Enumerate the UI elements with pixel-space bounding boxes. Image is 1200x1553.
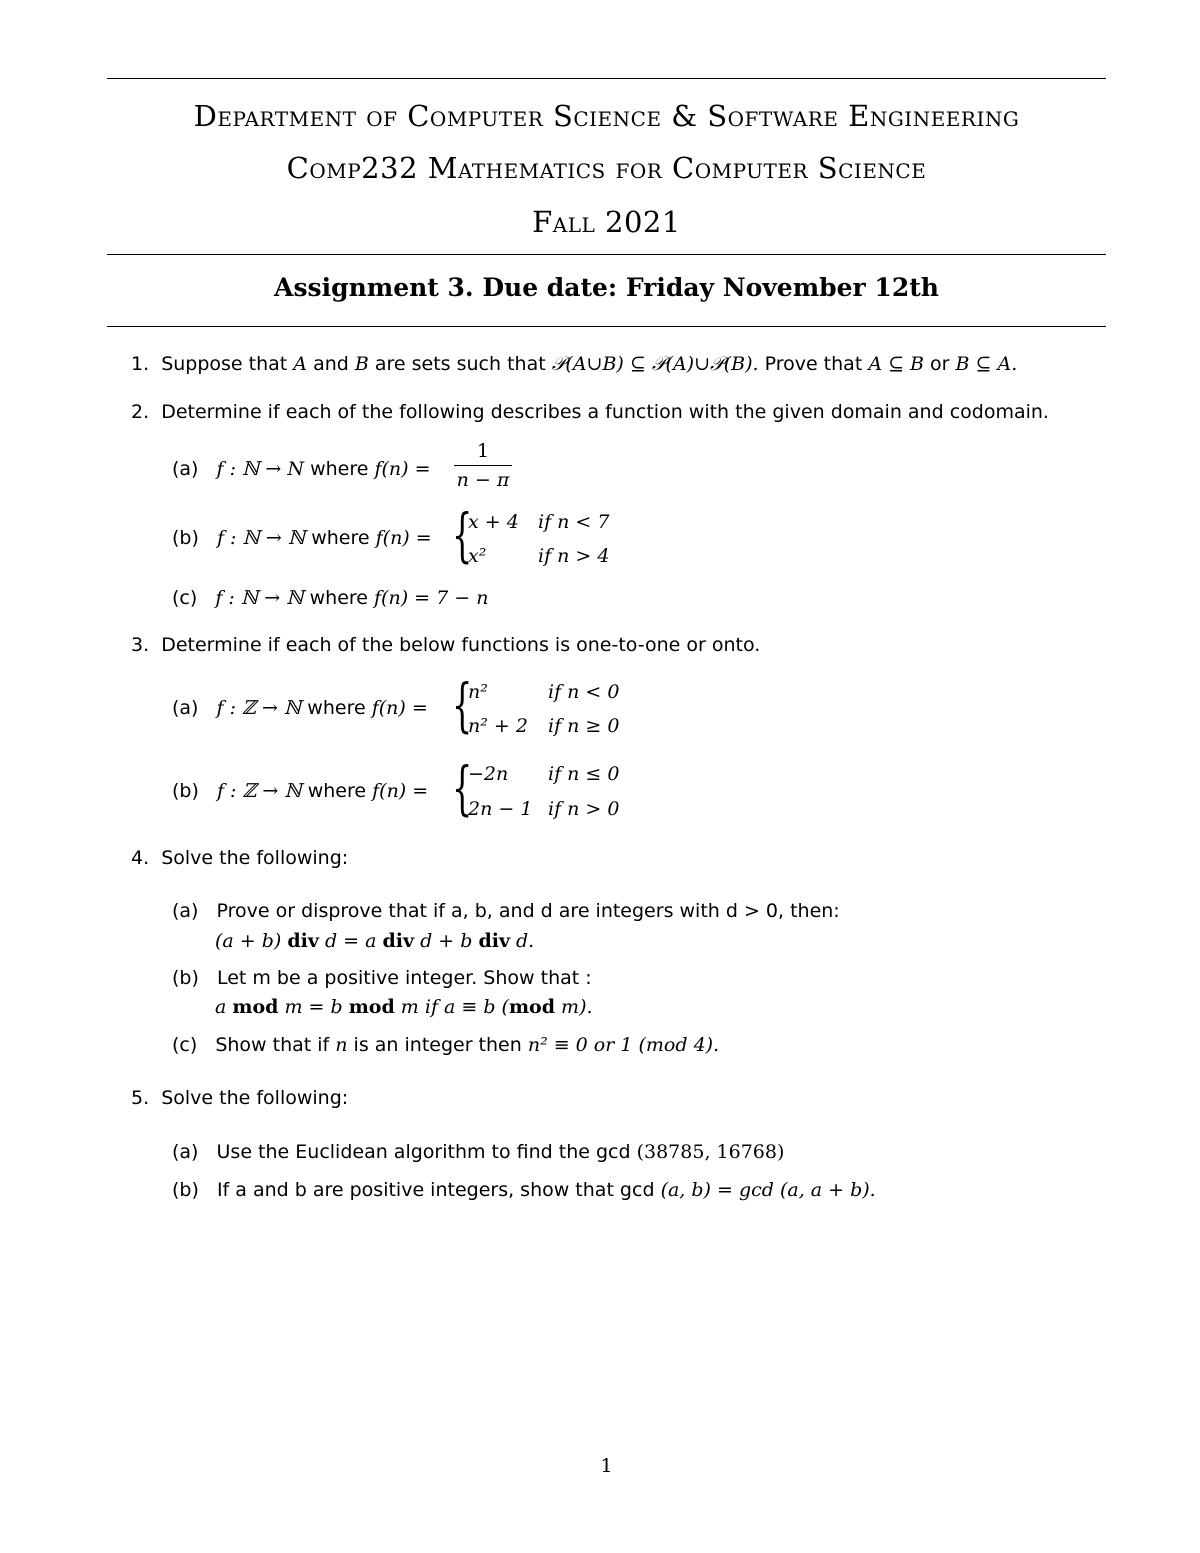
question-1: 1. Suppose that A and B are sets such that 𝒫(A∪B) ⊆ 𝒫(A)∪𝒫(B). Prove that A ⊆ B or B ⊆ A. xyxy=(131,353,1018,375)
question-2b: (b) f : ℕ → ℕ where f(n) = xyxy=(172,527,432,549)
case-expression: x² xyxy=(468,545,487,567)
question-4a-expression: (a + b) div d = a div d + b div d. xyxy=(215,930,535,952)
question-5b: (b) If a and b are positive integers, show that gcd (a, b) = gcd (a, a + b). xyxy=(172,1179,876,1201)
part-label: (c) xyxy=(172,587,198,609)
case-expression: x + 4 xyxy=(468,511,519,533)
question-4c: (c) Show that if n is an integer then n² ≡ 0 or 1 (mod 4). xyxy=(172,1034,720,1056)
part-label: (a) xyxy=(172,697,199,719)
case-condition: if n < 7 xyxy=(538,511,610,533)
question-number: 1. xyxy=(131,353,150,375)
case-expression: n² + 2 xyxy=(468,715,528,737)
question-number: 2. xyxy=(131,401,150,423)
title-rule xyxy=(107,326,1106,327)
question-number: 4. xyxy=(131,847,150,869)
department-heading: Department of Computer Science & Software Engineering xyxy=(193,99,1020,133)
question-2c: (c) f : ℕ → ℕ where f(n) = 7 − n xyxy=(172,587,489,609)
top-rule xyxy=(107,78,1106,79)
course-heading: Comp232 Mathematics for Computer Science xyxy=(286,151,927,185)
assignment-title: Assignment 3. Due date: Friday November 12th xyxy=(274,273,939,302)
page-number: 1 xyxy=(600,1455,613,1477)
case-condition: if n > 0 xyxy=(548,798,620,820)
left-brace: { xyxy=(452,501,473,569)
case-condition: if n > 4 xyxy=(538,545,610,567)
question-4b: (b) Let m be a positive integer. Show that : xyxy=(172,967,592,989)
question-5a: (a) Use the Euclidean algorithm to find the gcd (38785, 16768) xyxy=(172,1141,785,1163)
left-brace: { xyxy=(452,754,473,822)
question-3b: (b) f : ℤ → ℕ where f(n) = xyxy=(172,780,429,802)
header-rule xyxy=(107,254,1106,255)
case-expression: n² xyxy=(468,681,488,703)
question-2a: (a) f : ℕ → N where f(n) = xyxy=(172,458,431,480)
fraction-bar xyxy=(454,465,512,466)
question-3: 3. Determine if each of the below functions is one-to-one or onto. xyxy=(131,634,761,656)
term-heading: Fall 2021 xyxy=(532,205,681,239)
question-5: 5. Solve the following: xyxy=(131,1087,349,1109)
case-condition: if n < 0 xyxy=(548,681,620,703)
question-number: 3. xyxy=(131,634,150,656)
question-4a: (a) Prove or disprove that if a, b, and d are integers with d > 0, then: xyxy=(172,900,840,922)
question-number: 5. xyxy=(131,1087,150,1109)
question-4: 4. Solve the following: xyxy=(131,847,349,869)
case-expression: 2n − 1 xyxy=(468,798,533,820)
fraction: 1 n − π xyxy=(454,440,512,491)
part-label: (b) xyxy=(172,1179,199,1201)
part-label: (a) xyxy=(172,458,199,480)
left-brace: { xyxy=(452,671,473,739)
power-set-expression: 𝒫(A∪B) ⊆ 𝒫(A)∪𝒫(B). xyxy=(551,353,759,375)
case-condition: if n ≤ 0 xyxy=(548,763,620,785)
case-condition: if n ≥ 0 xyxy=(548,715,620,737)
question-4b-expression: a mod m = b mod m if a ≡ b (mod m). xyxy=(215,996,593,1018)
part-label: (b) xyxy=(172,967,199,989)
case-expression: −2n xyxy=(468,763,509,785)
part-label: (c) xyxy=(172,1034,198,1056)
part-label: (a) xyxy=(172,1141,199,1163)
question-2: 2. Determine if each of the following describes a function with the given domain and codomain. xyxy=(131,401,1049,423)
question-3a: (a) f : ℤ → ℕ where f(n) = xyxy=(172,697,428,719)
part-label: (b) xyxy=(172,527,199,549)
part-label: (b) xyxy=(172,780,199,802)
part-label: (a) xyxy=(172,900,199,922)
